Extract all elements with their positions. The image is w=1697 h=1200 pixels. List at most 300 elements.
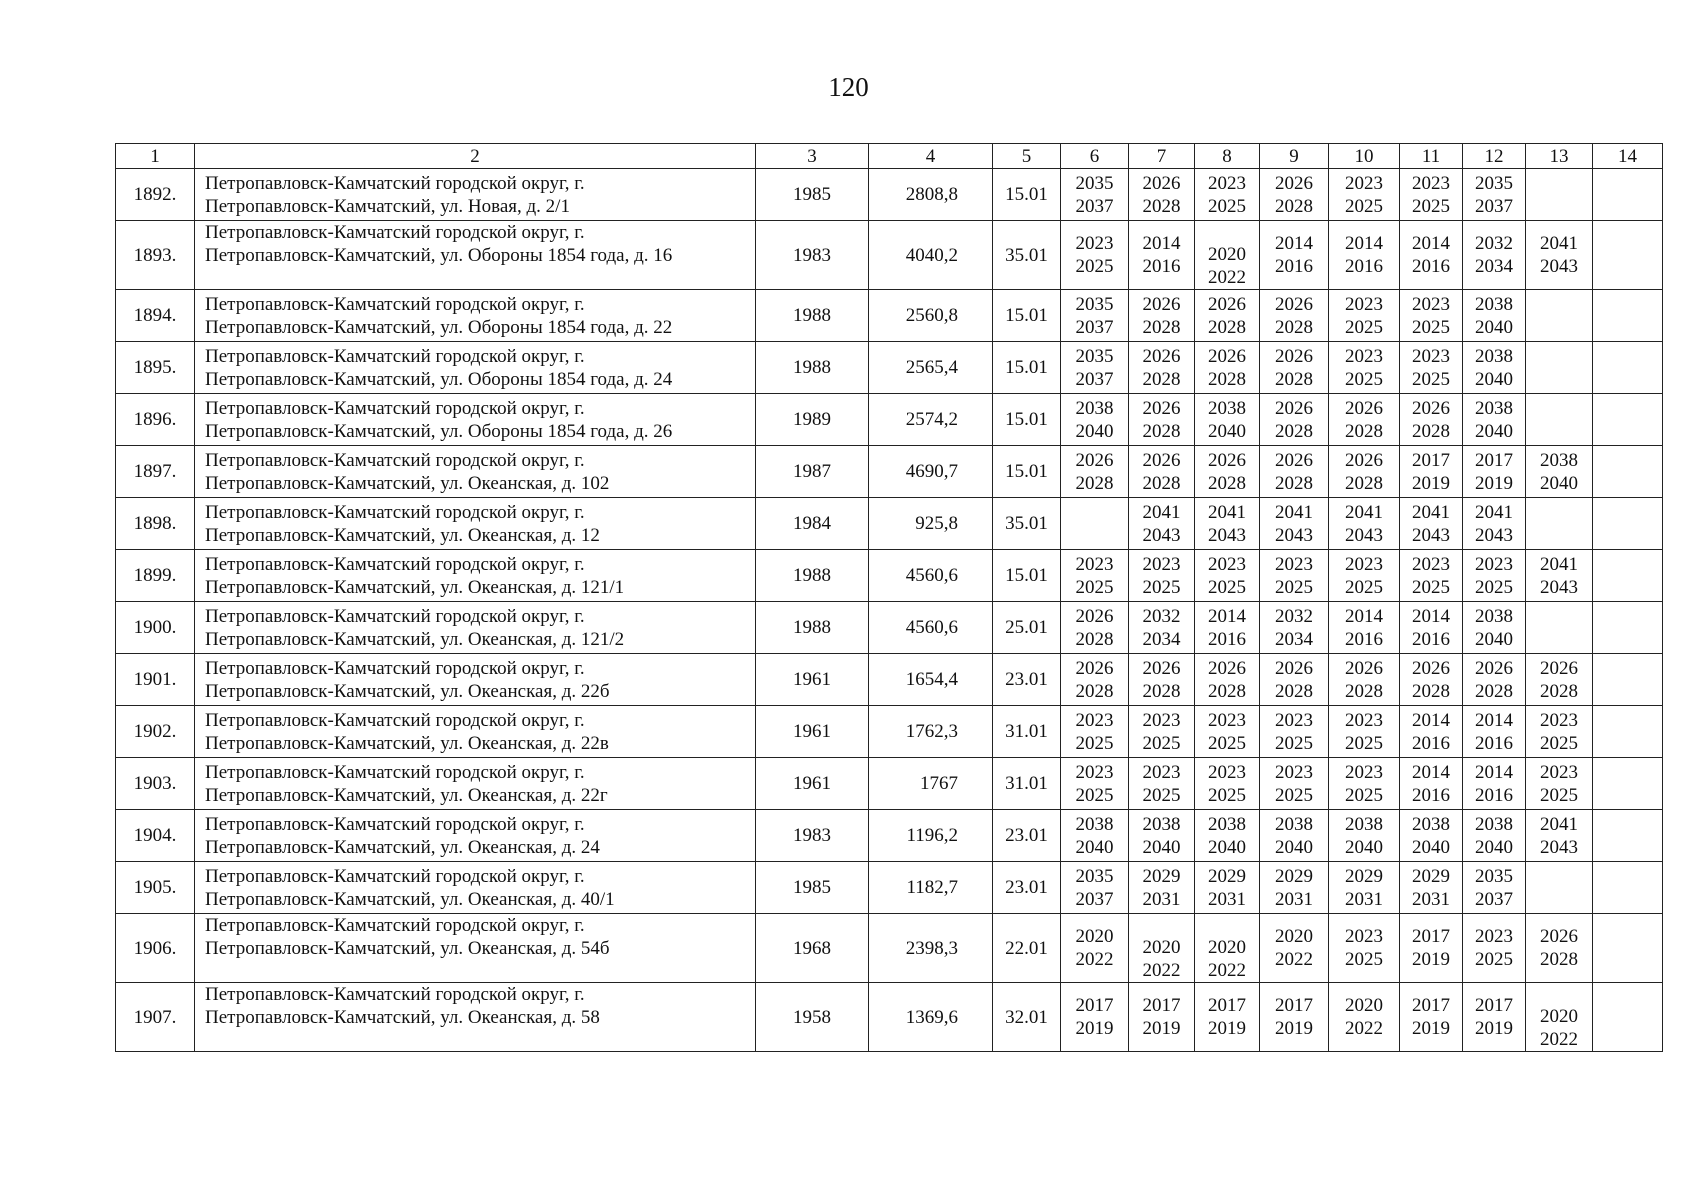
period-year: 2016 (1345, 628, 1383, 650)
period-cell-14 (1593, 342, 1663, 394)
period-year: 2026 (1275, 397, 1313, 419)
address-line-1: Петропавловск-Камчатский городской округ, г. (205, 172, 585, 194)
year-cell: 1989 (756, 394, 869, 446)
address-cell (195, 342, 756, 394)
year-cell: 1985 (756, 862, 869, 914)
period-year: 2041 (1275, 501, 1313, 523)
period-year: 2020 (1075, 926, 1114, 947)
period-cell-14 (1593, 290, 1663, 342)
code-cell: 31.01 (993, 758, 1061, 810)
period-cell-7 (1129, 290, 1195, 342)
period-year: 2035 (1075, 345, 1114, 367)
address-line-1: Петропавловск-Камчатский городской округ, г. (205, 345, 585, 367)
period-year: 2019 (1275, 1018, 1313, 1039)
area-cell: 4560,6 (869, 550, 993, 602)
period-year: 2038 (1475, 605, 1513, 627)
period-cell-11 (1400, 758, 1463, 810)
period-year: 2028 (1540, 680, 1578, 702)
row-number: 1894. (116, 290, 195, 342)
period-cell-13 (1526, 342, 1593, 394)
period-year: 2014 (1275, 233, 1313, 254)
year-cell: 1958 (756, 983, 869, 1052)
period-cell-12 (1463, 983, 1526, 1052)
period-cell-6 (1061, 654, 1129, 706)
period-cell-13 (1526, 394, 1593, 446)
period-cell-9 (1260, 394, 1329, 446)
column-header-14: 14 (1593, 144, 1663, 169)
period-year: 2040 (1275, 836, 1313, 858)
address-line-2: Петропавловск-Камчатский, ул. Океанская, д. 12 (205, 524, 600, 546)
period-year: 2032 (1275, 605, 1313, 627)
period-cell-13 (1526, 983, 1593, 1052)
address-line-2: Петропавловск-Камчатский, ул. Океанская, д. 22в (205, 732, 609, 754)
period-cell-12 (1463, 758, 1526, 810)
period-year: 2026 (1142, 293, 1181, 315)
period-year: 2023 (1208, 553, 1246, 575)
code-cell: 15.01 (993, 446, 1061, 498)
period-cell-12 (1463, 342, 1526, 394)
period-year: 2040 (1075, 836, 1114, 858)
year-cell: 1968 (756, 914, 869, 983)
period-cell-8 (1195, 498, 1260, 550)
period-year: 2017 (1412, 926, 1450, 947)
column-header-1: 1 (116, 144, 195, 169)
year-cell: 1988 (756, 550, 869, 602)
period-year: 2026 (1208, 293, 1246, 315)
period-year: 2040 (1208, 836, 1246, 858)
period-cell-6 (1061, 862, 1129, 914)
address-line-2: Петропавловск-Камчатский, ул. Новая, д. 2/1 (205, 195, 570, 217)
period-year: 2022 (1142, 960, 1181, 981)
period-cell-8 (1195, 914, 1260, 983)
code-cell: 23.01 (993, 810, 1061, 862)
period-year: 2023 (1345, 172, 1383, 194)
period-year: 2023 (1275, 761, 1313, 783)
address-cell (195, 862, 756, 914)
area-cell: 1182,7 (869, 862, 993, 914)
period-cell-7 (1129, 810, 1195, 862)
period-year: 2020 (1208, 244, 1246, 265)
period-year: 2028 (1208, 316, 1246, 338)
period-cell-9 (1260, 810, 1329, 862)
period-cell-10 (1329, 602, 1400, 654)
period-year: 2026 (1275, 172, 1313, 194)
period-year: 2026 (1412, 657, 1450, 679)
period-year: 2017 (1412, 449, 1450, 471)
year-cell: 1987 (756, 446, 869, 498)
code-cell: 25.01 (993, 602, 1061, 654)
period-cell-13 (1526, 758, 1593, 810)
period-year: 2026 (1208, 345, 1246, 367)
period-year: 2043 (1540, 576, 1578, 598)
period-cell-11 (1400, 914, 1463, 983)
table-row (116, 810, 1663, 862)
area-cell: 4040,2 (869, 221, 993, 290)
period-cell-13 (1526, 654, 1593, 706)
address-line-2: Петропавловск-Камчатский, ул. Океанская, д. 121/1 (205, 576, 625, 598)
period-year: 2041 (1345, 501, 1383, 523)
period-year: 2026 (1412, 397, 1450, 419)
area-cell: 2808,8 (869, 169, 993, 221)
address-line-1: Петропавловск-Камчатский городской округ, г. (205, 709, 585, 731)
table-row (116, 706, 1663, 758)
table-row (116, 983, 1663, 1052)
period-year: 2023 (1345, 761, 1383, 783)
year-cell: 1983 (756, 810, 869, 862)
period-year: 2017 (1275, 995, 1313, 1016)
address-line-2: Петропавловск-Камчатский, ул. Обороны 1854 года, д. 24 (205, 368, 673, 390)
row-number: 1895. (116, 342, 195, 394)
period-year: 2016 (1475, 784, 1513, 806)
period-cell-7 (1129, 914, 1195, 983)
area-cell: 2560,8 (869, 290, 993, 342)
period-year: 2014 (1345, 605, 1383, 627)
period-year: 2040 (1345, 836, 1383, 858)
period-year: 2029 (1345, 865, 1383, 887)
row-number: 1907. (116, 983, 195, 1052)
period-cell-6 (1061, 169, 1129, 221)
period-year: 2014 (1412, 233, 1450, 254)
period-year: 2043 (1142, 524, 1181, 546)
period-year: 2016 (1275, 256, 1313, 277)
period-year: 2026 (1275, 657, 1313, 679)
period-cell-11 (1400, 221, 1463, 290)
table-row (116, 758, 1663, 810)
row-number: 1902. (116, 706, 195, 758)
period-year: 2022 (1540, 1029, 1578, 1050)
period-cell-11 (1400, 862, 1463, 914)
address-line-2: Петропавловск-Камчатский, ул. Океанская, д. 121/2 (205, 628, 625, 650)
header-row (116, 144, 1663, 169)
period-cell-14 (1593, 169, 1663, 221)
period-cell-7 (1129, 983, 1195, 1052)
table-row (116, 446, 1663, 498)
period-cell-10 (1329, 221, 1400, 290)
period-year: 2031 (1412, 888, 1450, 910)
code-cell: 23.01 (993, 654, 1061, 706)
period-year: 2025 (1208, 576, 1246, 598)
period-cell-13 (1526, 810, 1593, 862)
column-header-5: 5 (993, 144, 1061, 169)
period-cell-11 (1400, 810, 1463, 862)
row-number: 1901. (116, 654, 195, 706)
period-year: 2028 (1275, 420, 1313, 442)
period-year: 2025 (1475, 576, 1513, 598)
period-year: 2029 (1208, 865, 1246, 887)
period-year: 2017 (1412, 995, 1450, 1016)
period-year: 2025 (1075, 732, 1114, 754)
year-cell: 1985 (756, 169, 869, 221)
period-year: 2019 (1475, 472, 1513, 494)
column-header-8: 8 (1195, 144, 1260, 169)
period-year: 2035 (1075, 865, 1114, 887)
period-cell-8 (1195, 706, 1260, 758)
period-year: 2028 (1208, 680, 1246, 702)
period-cell-6 (1061, 602, 1129, 654)
period-year: 2016 (1345, 256, 1383, 277)
period-cell-8 (1195, 983, 1260, 1052)
row-number: 1893. (116, 221, 195, 290)
period-year: 2028 (1275, 195, 1313, 217)
address-line-1: Петропавловск-Камчатский городской округ, г. (205, 222, 585, 243)
period-year: 2038 (1540, 449, 1578, 471)
period-year: 2016 (1412, 628, 1450, 650)
period-year: 2040 (1412, 836, 1450, 858)
period-year: 2028 (1075, 472, 1114, 494)
period-year: 2025 (1345, 368, 1383, 390)
address-cell (195, 914, 756, 983)
period-cell-6 (1061, 394, 1129, 446)
period-cell-10 (1329, 654, 1400, 706)
period-year: 2023 (1540, 761, 1578, 783)
period-year: 2028 (1142, 368, 1181, 390)
row-number: 1899. (116, 550, 195, 602)
period-year: 2040 (1208, 420, 1246, 442)
period-year: 2040 (1475, 420, 1513, 442)
period-cell-12 (1463, 914, 1526, 983)
period-year: 2025 (1208, 195, 1246, 217)
area-cell: 1369,6 (869, 983, 993, 1052)
address-line-2: Петропавловск-Камчатский, ул. Океанская, д. 24 (205, 836, 600, 858)
period-cell-12 (1463, 654, 1526, 706)
row-number: 1903. (116, 758, 195, 810)
period-year: 2025 (1345, 316, 1383, 338)
period-year: 2038 (1475, 345, 1513, 367)
address-cell (195, 706, 756, 758)
period-year: 2017 (1475, 449, 1513, 471)
period-cell-12 (1463, 706, 1526, 758)
period-year: 2023 (1275, 553, 1313, 575)
period-year: 2022 (1208, 267, 1246, 288)
period-cell-9 (1260, 758, 1329, 810)
period-year: 2026 (1275, 449, 1313, 471)
period-year: 2038 (1075, 397, 1114, 419)
period-cell-14 (1593, 221, 1663, 290)
period-cell-12 (1463, 169, 1526, 221)
address-line-2: Петропавловск-Камчатский, ул. Обороны 1854 года, д. 22 (205, 316, 673, 338)
table-row (116, 498, 1663, 550)
period-cell-8 (1195, 290, 1260, 342)
period-cell-14 (1593, 654, 1663, 706)
table-row (116, 169, 1663, 221)
period-cell-10 (1329, 394, 1400, 446)
address-line-2: Петропавловск-Камчатский, ул. Обороны 1854 года, д. 26 (205, 420, 673, 442)
period-year: 2017 (1475, 995, 1513, 1016)
year-cell: 1961 (756, 706, 869, 758)
period-year: 2031 (1208, 888, 1246, 910)
period-cell-13 (1526, 602, 1593, 654)
period-year: 2043 (1208, 524, 1246, 546)
period-year: 2025 (1075, 784, 1114, 806)
period-year: 2025 (1208, 732, 1246, 754)
year-cell: 1988 (756, 290, 869, 342)
period-year: 2026 (1142, 345, 1181, 367)
period-cell-9 (1260, 602, 1329, 654)
period-cell-10 (1329, 810, 1400, 862)
period-cell-10 (1329, 498, 1400, 550)
period-year: 2028 (1142, 195, 1181, 217)
period-cell-8 (1195, 602, 1260, 654)
period-year: 2026 (1475, 657, 1513, 679)
period-year: 2038 (1208, 397, 1246, 419)
area-cell: 2398,3 (869, 914, 993, 983)
period-year: 2025 (1275, 784, 1313, 806)
area-cell: 4560,6 (869, 602, 993, 654)
period-year: 2026 (1345, 657, 1383, 679)
period-cell-8 (1195, 810, 1260, 862)
period-year: 2041 (1208, 501, 1246, 523)
period-year: 2019 (1475, 1018, 1513, 1039)
period-year: 2041 (1540, 553, 1578, 575)
period-year: 2031 (1275, 888, 1313, 910)
period-year: 2023 (1208, 172, 1246, 194)
period-year: 2023 (1475, 926, 1513, 947)
code-cell: 35.01 (993, 498, 1061, 550)
period-year: 2023 (1412, 345, 1450, 367)
area-cell: 925,8 (869, 498, 993, 550)
period-year: 2023 (1075, 553, 1114, 575)
period-year: 2041 (1412, 501, 1450, 523)
column-header-11: 11 (1400, 144, 1463, 169)
period-year: 2022 (1275, 949, 1313, 970)
period-year: 2034 (1142, 628, 1181, 650)
year-cell: 1988 (756, 602, 869, 654)
period-year: 2017 (1208, 995, 1246, 1016)
period-year: 2026 (1208, 449, 1246, 471)
period-cell-9 (1260, 290, 1329, 342)
period-year: 2032 (1475, 233, 1513, 254)
area-cell: 4690,7 (869, 446, 993, 498)
column-header-4: 4 (869, 144, 993, 169)
period-cell-13 (1526, 221, 1593, 290)
period-cell-14 (1593, 394, 1663, 446)
period-year: 2038 (1142, 813, 1181, 835)
period-year: 2019 (1412, 472, 1450, 494)
period-year: 2014 (1345, 233, 1383, 254)
period-cell-8 (1195, 654, 1260, 706)
column-header-3: 3 (756, 144, 869, 169)
period-year: 2026 (1275, 345, 1313, 367)
period-cell-8 (1195, 221, 1260, 290)
period-cell-6 (1061, 758, 1129, 810)
period-cell-7 (1129, 169, 1195, 221)
address-line-2: Петропавловск-Камчатский, ул. Океанская, д. 54б (205, 938, 610, 959)
period-cell-11 (1400, 446, 1463, 498)
period-year: 2025 (1345, 732, 1383, 754)
period-year: 2023 (1412, 293, 1450, 315)
period-year: 2037 (1475, 195, 1513, 217)
address-cell (195, 290, 756, 342)
area-cell: 1767 (869, 758, 993, 810)
table-row (116, 914, 1663, 983)
address-line-1: Петропавловск-Камчатский городской округ, г. (205, 397, 585, 419)
period-year: 2025 (1275, 732, 1313, 754)
period-cell-11 (1400, 983, 1463, 1052)
period-cell-9 (1260, 862, 1329, 914)
table-body (116, 169, 1663, 1052)
period-cell-11 (1400, 602, 1463, 654)
period-cell-14 (1593, 914, 1663, 983)
code-cell: 35.01 (993, 221, 1061, 290)
period-year: 2016 (1208, 628, 1246, 650)
period-year: 2043 (1275, 524, 1313, 546)
period-year: 2041 (1540, 813, 1578, 835)
period-year: 2023 (1142, 761, 1181, 783)
period-year: 2023 (1345, 926, 1383, 947)
address-cell (195, 221, 756, 290)
period-cell-7 (1129, 394, 1195, 446)
period-year: 2025 (1075, 256, 1114, 277)
address-line-2: Петропавловск-Камчатский, ул. Океанская, д. 22г (205, 784, 608, 806)
address-cell (195, 498, 756, 550)
period-year: 2028 (1142, 680, 1181, 702)
period-year: 2026 (1540, 926, 1578, 947)
year-cell: 1984 (756, 498, 869, 550)
period-year: 2023 (1540, 709, 1578, 731)
period-year: 2022 (1345, 1018, 1383, 1039)
table-row (116, 862, 1663, 914)
period-cell-7 (1129, 758, 1195, 810)
period-cell-9 (1260, 706, 1329, 758)
period-year: 2028 (1345, 472, 1383, 494)
period-cell-6 (1061, 290, 1129, 342)
period-cell-12 (1463, 221, 1526, 290)
year-cell: 1983 (756, 221, 869, 290)
address-cell (195, 758, 756, 810)
period-cell-10 (1329, 862, 1400, 914)
period-cell-11 (1400, 706, 1463, 758)
period-year: 2028 (1075, 628, 1114, 650)
period-cell-14 (1593, 602, 1663, 654)
period-year: 2035 (1475, 865, 1513, 887)
period-year: 2026 (1075, 605, 1114, 627)
period-year: 2035 (1075, 293, 1114, 315)
period-year: 2028 (1275, 680, 1313, 702)
period-cell-14 (1593, 498, 1663, 550)
period-cell-12 (1463, 498, 1526, 550)
period-year: 2026 (1142, 172, 1181, 194)
period-year: 2028 (1412, 680, 1450, 702)
period-year: 2035 (1475, 172, 1513, 194)
period-year: 2020 (1345, 995, 1383, 1016)
period-year: 2022 (1075, 949, 1114, 970)
period-year: 2041 (1540, 233, 1578, 254)
period-year: 2025 (1345, 195, 1383, 217)
period-year: 2040 (1475, 628, 1513, 650)
period-cell-13 (1526, 706, 1593, 758)
code-cell: 15.01 (993, 394, 1061, 446)
period-cell-12 (1463, 446, 1526, 498)
period-year: 2016 (1412, 256, 1450, 277)
period-year: 2026 (1275, 293, 1313, 315)
period-year: 2032 (1142, 605, 1181, 627)
period-year: 2028 (1208, 368, 1246, 390)
period-year: 2037 (1475, 888, 1513, 910)
period-cell-7 (1129, 498, 1195, 550)
period-year: 2028 (1275, 316, 1313, 338)
table-row (116, 602, 1663, 654)
period-cell-12 (1463, 810, 1526, 862)
period-year: 2023 (1208, 709, 1246, 731)
period-year: 2026 (1345, 449, 1383, 471)
period-cell-6 (1061, 446, 1129, 498)
code-cell: 31.01 (993, 706, 1061, 758)
address-line-2: Петропавловск-Камчатский, ул. Океанская, д. 40/1 (205, 888, 615, 910)
code-cell: 15.01 (993, 169, 1061, 221)
period-cell-14 (1593, 862, 1663, 914)
period-year: 2023 (1275, 709, 1313, 731)
period-cell-8 (1195, 862, 1260, 914)
